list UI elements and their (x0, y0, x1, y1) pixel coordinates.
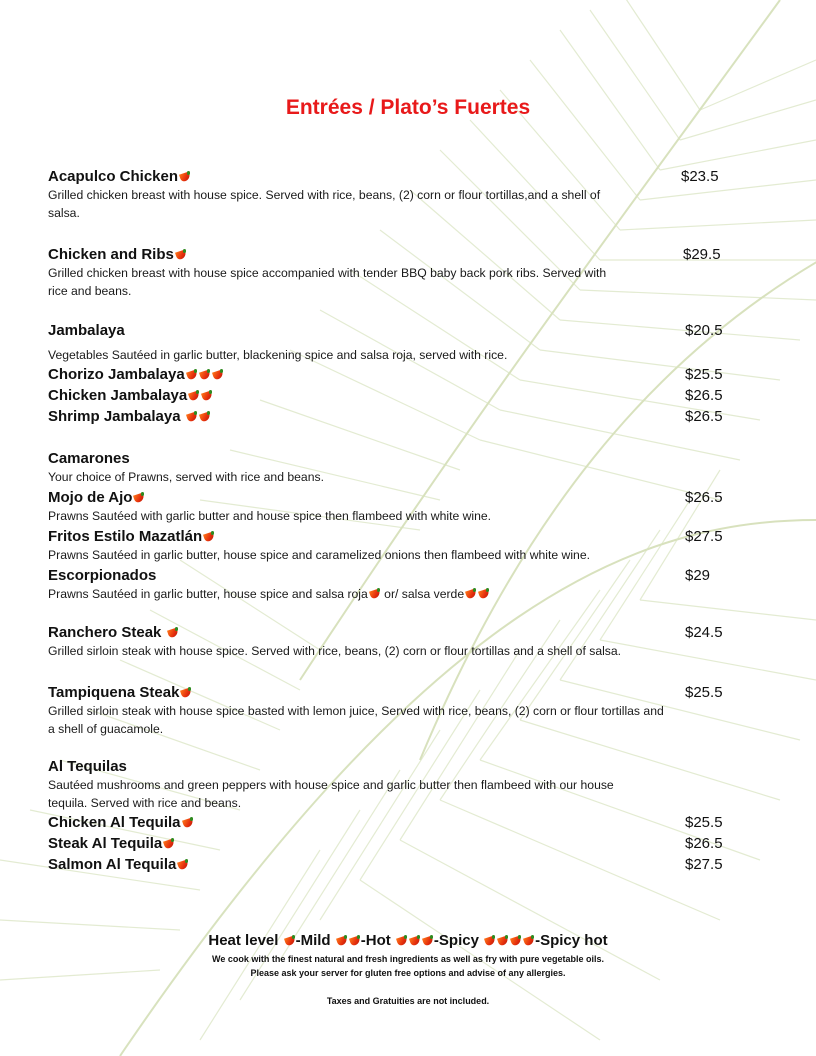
item-name: Tampiquena Steak (48, 684, 180, 701)
chili-pepper-icon (484, 935, 496, 946)
menu-item-steak-al-tequila (48, 835, 748, 853)
chili-pepper-icon (396, 935, 408, 946)
item-price: $26.5 (685, 835, 723, 852)
chili-pepper-icon (465, 588, 477, 599)
item-description: Sautéed mushrooms and green peppers with house spice and garlic butter then flambeed with our house tequila. Served with rice and beans. (48, 778, 614, 810)
item-name: Ranchero Steak (48, 624, 162, 641)
heat-legend-hot: -Hot (360, 932, 395, 949)
item-description: Your choice of Prawns, served with rice and beans. (48, 470, 324, 484)
chili-pepper-icon (201, 390, 213, 401)
item-price: $27.5 (685, 856, 723, 873)
menu-item-shrimp-jambalaya (48, 408, 748, 426)
menu-item-escorpionados (48, 567, 748, 603)
chili-pepper-icon (186, 369, 198, 380)
chili-pepper-icon (199, 369, 211, 380)
item-price: $29 (685, 567, 711, 584)
item-price: $25.5 (685, 814, 723, 831)
item-price: $25.5 (685, 366, 723, 383)
item-price: $24.5 (685, 624, 723, 641)
item-name: Fritos Estilo Mazatlán (48, 528, 203, 545)
item-name: Chorizo Jambalaya (48, 366, 185, 383)
chili-pepper-icon (336, 935, 348, 946)
chili-pepper-icon (349, 935, 361, 946)
chili-pepper-icon (199, 411, 211, 422)
heat-level-legend (0, 932, 816, 949)
chili-pepper-icon (478, 588, 490, 599)
item-name: Camarones (48, 450, 130, 467)
item-price: $26.5 (685, 387, 723, 404)
item-description: Prawns Sautéed with garlic butter and house spice then flambeed with white wine. (48, 509, 492, 523)
item-name: Mojo de Ajo (48, 489, 133, 506)
item-name: Chicken and Ribs (48, 246, 174, 263)
chili-pepper-icon (212, 369, 224, 380)
menu-item-fritos-estilo-mazatlan (48, 528, 748, 564)
item-price: $26.5 (685, 408, 723, 425)
heat-legend-spicy: -Spicy (433, 932, 484, 949)
item-name: Escorpionados (48, 567, 157, 584)
chili-pepper-icon (179, 171, 191, 182)
item-description-continued: or/ salsa verde (380, 587, 465, 601)
menu-item-salmon-al-tequila (48, 856, 748, 874)
item-name: Chicken Jambalaya (48, 387, 188, 404)
item-name: Jambalaya (48, 322, 125, 339)
menu-item-mojo-de-ajo (48, 489, 748, 525)
chili-pepper-icon (180, 687, 192, 698)
item-name: Steak Al Tequila (48, 835, 163, 852)
heat-legend-mild: -Mild (295, 932, 335, 949)
menu-item-jambalaya (48, 322, 748, 364)
chili-pepper-icon (177, 859, 189, 870)
item-price: $23.5 (681, 168, 719, 185)
item-price: $20.5 (685, 322, 723, 339)
item-description: Grilled sirloin steak with house spice. Served with rice, beans, (2) corn or flour tortillas and a shell of salsa. (48, 644, 622, 658)
item-description: Grilled sirloin steak with house spice basted with lemon juice, Served with rice, beans, (2) corn or flour tortillas and a shell of guacamole. (48, 704, 664, 736)
item-name: Salmon Al Tequila (48, 856, 177, 873)
item-price: $26.5 (685, 489, 723, 506)
item-name: Acapulco Chicken (48, 168, 179, 185)
chili-pepper-icon (422, 935, 434, 946)
chili-pepper-icon (497, 935, 509, 946)
item-description: Grilled chicken breast with house spice. Served with rice, beans, (2) corn or flour tortillas,and a shell of salsa. (48, 188, 601, 220)
item-price: $27.5 (685, 528, 723, 545)
page-title: Entrées / Plato’s Fuertes (285, 96, 531, 119)
menu-item-camarones (48, 450, 748, 486)
menu-item-chicken-al-tequila (48, 814, 748, 832)
item-description: Prawns Sautéed in garlic butter, house spice and caramelized onions then flambeed with white wine. (48, 548, 590, 562)
chili-pepper-icon (409, 935, 421, 946)
chili-pepper-icon (523, 935, 535, 946)
menu-item-chicken-and-ribs (48, 246, 748, 300)
item-price: $29.5 (683, 246, 721, 263)
chili-pepper-icon (284, 935, 296, 946)
chili-pepper-icon (182, 817, 194, 828)
chili-pepper-icon (203, 531, 215, 542)
chili-pepper-icon (369, 588, 381, 599)
item-description: Vegetables Sautéed in garlic butter, blackening spice and salsa roja, served with rice. (48, 348, 508, 362)
menu-item-tampiquena-steak (48, 684, 748, 738)
note-taxes: Taxes and Gratuities are not included. (326, 996, 490, 1006)
menu-item-ranchero-steak (48, 624, 748, 660)
item-price: $25.5 (685, 684, 723, 701)
item-description: Prawns Sautéed in garlic butter, house spice and salsa roja (48, 587, 368, 601)
item-description: Grilled chicken breast with house spice accompanied with tender BBQ baby back pork ribs. Served with rice and beans. (48, 266, 607, 298)
chili-pepper-icon (510, 935, 522, 946)
heat-legend-spicy-hot: -Spicy hot (535, 932, 608, 949)
heat-legend-prefix: Heat level (208, 932, 283, 949)
chili-pepper-icon (133, 492, 145, 503)
chili-pepper-icon (188, 390, 200, 401)
menu-item-chicken-jambalaya (48, 387, 748, 405)
item-name: Shrimp Jambalaya (48, 408, 181, 425)
chili-pepper-icon (163, 838, 175, 849)
menu-item-acapulco-chicken (48, 168, 748, 222)
chili-pepper-icon (186, 411, 198, 422)
chili-pepper-icon (167, 627, 179, 638)
item-name: Chicken Al Tequila (48, 814, 181, 831)
note-ingredients: We cook with the finest natural and fresh ingredients as well as fry with pure vegetable oils. (212, 954, 604, 964)
item-name: Al Tequilas (48, 758, 127, 775)
menu-item-chorizo-jambalaya (48, 366, 748, 384)
note-allergies: Please ask your server for gluten free options and advise of any allergies. (250, 968, 566, 978)
chili-pepper-icon (175, 249, 187, 260)
menu-item-al-tequilas (48, 758, 748, 812)
